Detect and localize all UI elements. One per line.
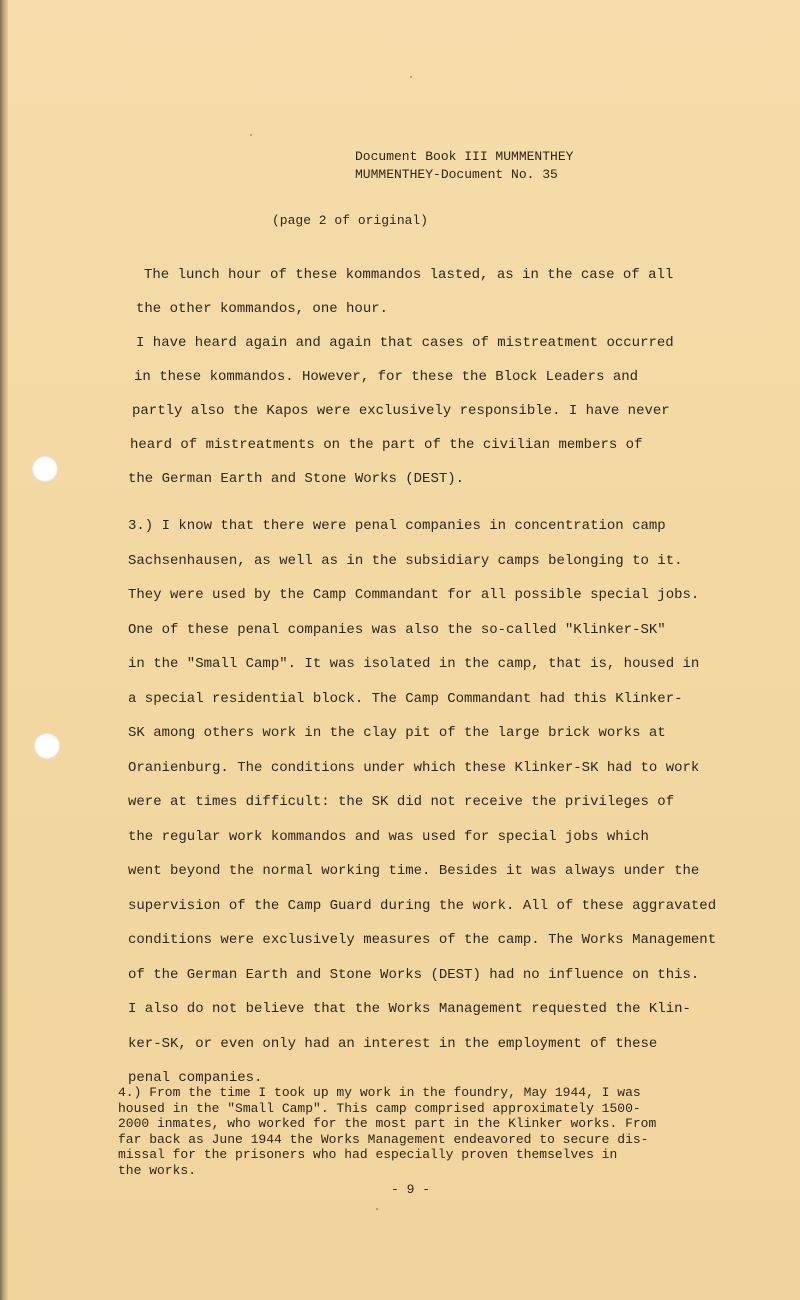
- paper-speck: [250, 134, 252, 136]
- paragraph-2: [128, 509, 718, 1096]
- paper-speck: [410, 76, 412, 78]
- paragraph-line: of the German Earth and Stone Works (DEST) had no influence on this.: [128, 966, 700, 983]
- paragraph-line: They were used by the Camp Commandant for all possible special jobs.: [128, 587, 700, 603]
- paragraph-line: far back as June 1944 the Works Management endeavored to secure dis-: [118, 1131, 649, 1147]
- paragraph-3: [118, 1085, 708, 1178]
- paragraph-line: the regular work kommandos and was used for special jobs which: [128, 828, 649, 845]
- paragraph-line: in the "Small Camp". It was isolated in the camp, that is, housed in: [128, 656, 700, 672]
- paragraph-line: were at times difficult: the SK did not receive the privileges of: [128, 794, 675, 810]
- paragraph-line: the works.: [118, 1162, 197, 1178]
- page-note: (page 2 of original): [272, 213, 429, 228]
- paragraph-line: partly also the Kapos were exclusively responsible. I have never: [132, 403, 670, 419]
- paper-speck: [376, 1208, 378, 1210]
- paragraph-line: The lunch hour of these kommandos lasted, as in the case of all: [144, 267, 674, 283]
- page-number: - 9 -: [391, 1182, 431, 1197]
- paragraph-line: Oranienburg. The conditions under which these Klinker-SK had to work: [128, 759, 700, 776]
- paragraph-line: conditions were exclusively measures of the camp. The Works Management: [128, 932, 717, 948]
- paragraph-line: ker-SK, or even only had an interest in the employment of these: [128, 1035, 658, 1052]
- punch-hole-top: [32, 456, 58, 482]
- paragraph-line: 3.) I know that there were penal companies in concentration camp: [128, 518, 666, 534]
- header-line-2: MUMMENTHEY-Document No. 35: [355, 167, 558, 182]
- paragraph-line: supervision of the Camp Guard during the work. All of these aggravated: [128, 897, 717, 914]
- paragraph-line: the German Earth and Stone Works (DEST).: [128, 471, 465, 487]
- header-line-1: Document Book III MUMMENTHEY: [355, 149, 574, 164]
- paragraph-line: the other kommandos, one hour.: [136, 301, 389, 317]
- paragraph-line: I have heard again and again that cases of mistreatment occurred: [136, 335, 674, 351]
- paragraph-1: [128, 258, 718, 496]
- paragraph-line: 2000 inmates, who worked for the most part in the Klinker works. From: [118, 1116, 657, 1131]
- paragraph-line: went beyond the normal working time. Besides it was always under the: [128, 863, 700, 879]
- paragraph-line: penal companies.: [128, 1070, 263, 1086]
- document-header: [355, 148, 573, 184]
- paragraph-line: housed in the "Small Camp". This camp comprised approximately 1500-: [118, 1100, 641, 1116]
- paragraph-line: in these kommandos. However, for these the Block Leaders and: [134, 369, 639, 385]
- paragraph-line: 4.) From the time I took up my work in the foundry, May 1944, I was: [118, 1085, 641, 1100]
- paragraph-line: heard of mistreatments on the part of the civilian members of: [130, 437, 643, 453]
- paragraph-line: SK among others work in the clay pit of the large brick works at: [128, 725, 666, 741]
- punch-hole-bottom: [34, 733, 60, 759]
- paragraph-line: One of these penal companies was also the so-called "Klinker-SK": [128, 621, 666, 638]
- scan-left-edge: [0, 0, 8, 1300]
- paragraph-line: missal for the prisoners who had especially proven themselves in: [118, 1147, 618, 1162]
- paragraph-line: I also do not believe that the Works Management requested the Klin-: [128, 1001, 691, 1017]
- paragraph-line: a special residential block. The Camp Commandant had this Klinker-: [128, 690, 683, 707]
- paragraph-line: Sachsenhausen, as well as in the subsidiary camps belonging to it.: [128, 552, 683, 569]
